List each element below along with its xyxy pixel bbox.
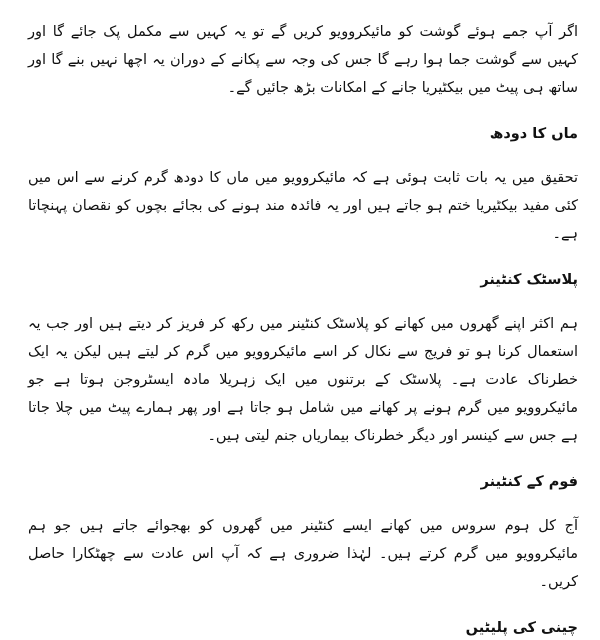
paragraph-breast-milk: تحقیق میں یہ بات ثابت ہوئی ہے کہ مائیکروویو میں ماں کا دودھ گرم کرنے سے اس میں کئی مفید بیکٹیریا ختم ہو جاتے ہیں اور یہ فائدہ مند ہونے کی بجائے بچوں کو نقصان پہنچاتا ہے۔	[28, 170, 578, 242]
paragraph-frozen-meat: اگر آپ جمے ہوئے گوشت کو مائیکروویو کریں گے تو یہ کہیں سے مکمل پک جائے گا اور کہیں سے گوشت جما ہوا رہے گا جس کی وجہ سے پکانے کے دوران یہ اچھا نہیں بنے گا اور ساتھ ہی پیٹ میں بیکٹیریا جانے کے امکانات بڑھ جائیں گے۔	[28, 24, 578, 96]
heading-china-plates: چینی کی پلیٹیں	[465, 620, 578, 636]
heading-plastic-container: پلاسٹک کنٹینر	[480, 272, 578, 288]
heading-breast-milk: ماں کا دودھ	[489, 126, 578, 142]
paragraph-foam-container: آج کل ہوم سروس میں کھانے ایسے کنٹینر میں گھروں کو بھجوائے جاتے ہیں جو ہم مائیکروویو میں گرم کرتے ہیں۔ لہٰذا ضروری ہے کہ آپ اس عادت سے چھٹکارا حاصل کریں۔	[28, 518, 578, 590]
paragraph-plastic-container: ہم اکثر اپنے گھروں میں کھانے کو پلاسٹک کنٹینر میں رکھ کر فریز کر دیتے ہیں اور جب یہ استعمال کرنا ہو تو فریج سے نکال کر اسے مائیکروویو میں گرم کر لیتے ہیں لیکن یہ ایک خطرناک عادت ہے۔ پلاسٹک کے برتنوں میں ایک زہریلا مادہ ایسٹروجن ہوتا ہے جو مائیکروویو میں گرم ہونے پر کھانے میں شامل ہو جاتا ہے اور پھر ہمارے پیٹ میں چلا جاتا ہے جس سے کینسر اور دیگر خطرناک بیماریاں جنم لیتی ہیں۔	[28, 316, 578, 444]
heading-foam-container: فوم کے کنٹینر	[480, 474, 578, 490]
